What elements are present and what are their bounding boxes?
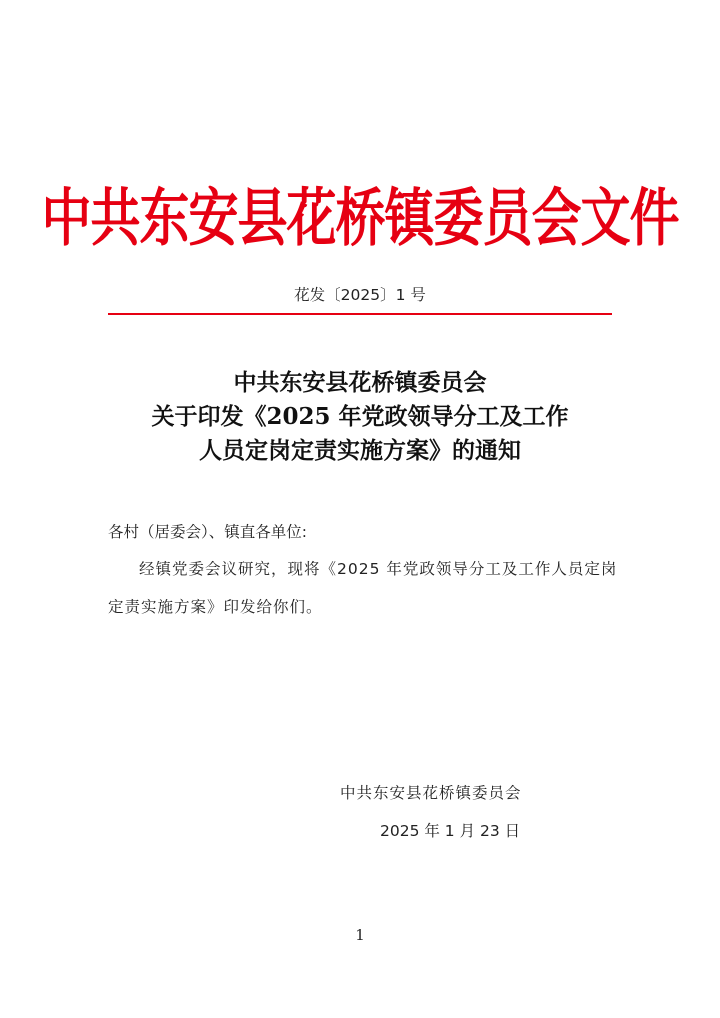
document-title (0, 366, 720, 468)
document-number: 花发〔2025〕1 号 (294, 286, 426, 304)
title-line-2: 关于印发《2025 年党政领导分工及工作 (151, 403, 569, 430)
title-line-1: 中共东安县花桥镇委员会 (233, 369, 487, 396)
body-paragraph-block (108, 550, 618, 626)
signature-organization: 中共东安县花桥镇委员会 (340, 784, 522, 802)
title-line-3: 人员定岗定责实施方案》的通知 (199, 437, 521, 464)
red-divider-line (108, 313, 612, 315)
body-paragraph: 经镇党委会议研究，现将《2025 年党政领导分工及工作人员定岗定责实施方案》印发给你们。 (108, 560, 618, 616)
signature-date: 2025 年 1 月 23 日 (380, 822, 521, 840)
page-number: 1 (355, 926, 365, 944)
document-masthead: 中共东安县花桥镇委员会文件 (41, 181, 679, 255)
addressee-line: 各村（居委会）、镇直各单位: (108, 523, 307, 541)
